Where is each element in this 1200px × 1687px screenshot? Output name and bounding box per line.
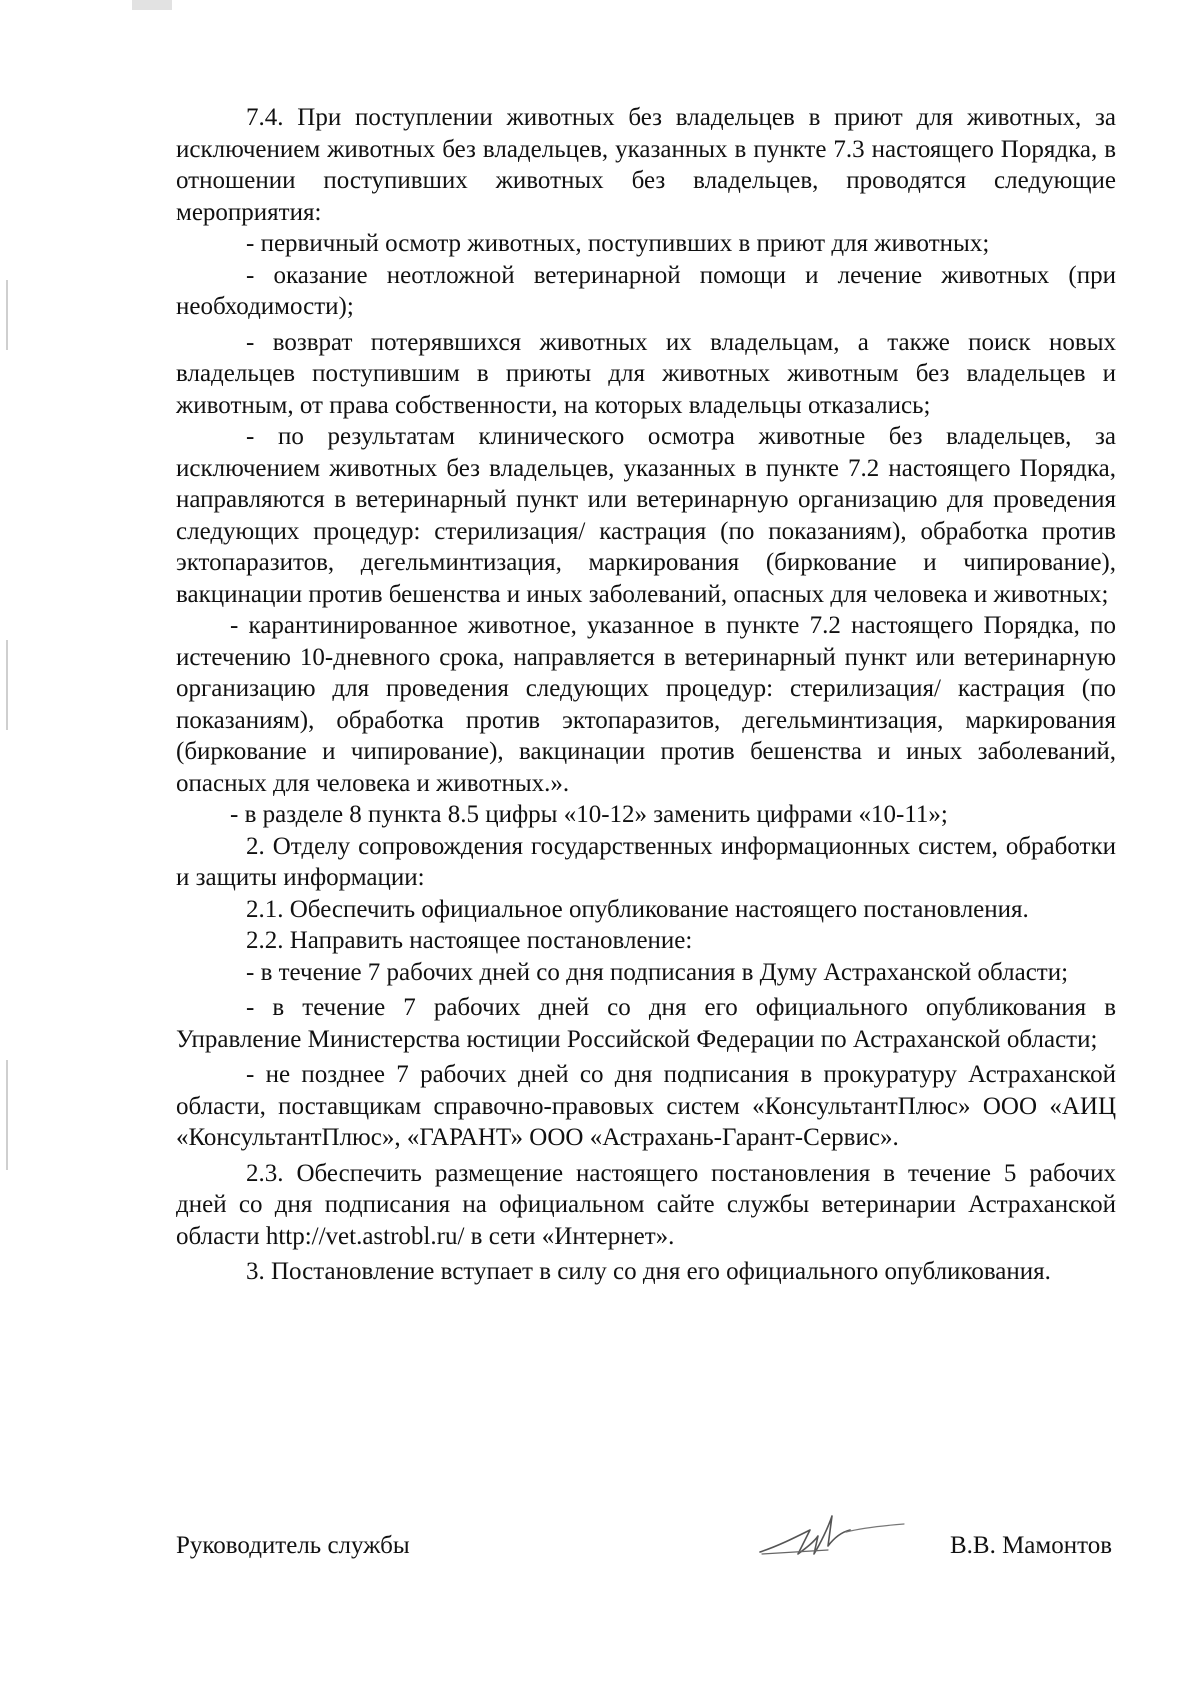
signature-block	[176, 1532, 1112, 1560]
list-item-ministry-of-justice: - в течение 7 рабочих дней со дня его официального опубликования в Управление Министерства юстиции Российской Федерации по Астраханской области;	[176, 994, 1116, 1053]
list-item-primary-exam: - первичный осмотр животных, поступивших в приют для животных;	[246, 230, 990, 257]
list-item-prosecutor: - не позднее 7 рабочих дней со дня подписания в прокуратуру Астраханской области, поставщикам справочно-правовых систем «КонсультантПлюс» ООО «АИЦ «КонсультантПлюс», «ГАРАНТ» ООО «Астрахань-Гарант-Сервис».	[176, 1061, 1116, 1151]
paragraph-2-1: 2.1. Обеспечить официальное опубликование настоящего постановления.	[246, 895, 1029, 923]
scan-edge-mark	[132, 0, 172, 10]
signatory-position: Руководитель службы	[176, 1532, 410, 1559]
list-item-section-8-change: - в разделе 8 пункта 8.5 цифры «10-12» заменить цифрами «10-11»;	[230, 801, 948, 828]
list-item-clinical-exam-results: - по результатам клинического осмотра животные без владельцев, за исключением животных без владельцев, указанных в пункте 7.2 настоящего Порядка, направляются в ветеринарный пункт или ветеринарную организацию для проведения следующих процедур: стерилизация/ кастрация (по показаниям), обработка против эктопаразитов, дегельминтизация, маркирования (биркование и чипирование), вакцинации против бешенства и иных заболеваний, опасных для человека и животных;	[176, 423, 1116, 608]
list-item-return-to-owners: - возврат потерявшихся животных их владельцам, а также поиск новых владельцев поступившим в приюты для животных животным без владельцев и животным, от права собственности, на которых владельцы отказались;	[176, 328, 1116, 419]
paragraph-7-4: 7.4. При поступлении животных без владельцев в приют для животных, за исключением животных без владельцев, указанных в пункте 7.3 настоящего Порядка, в отношении поступивших животных без владельцев, проводятся следующие мероприятия:	[176, 104, 1116, 226]
paragraph-2-2: 2.2. Направить настоящее постановление:	[246, 927, 693, 954]
list-item-duma: - в течение 7 рабочих дней со дня подписания в Думу Астраханской области;	[246, 958, 1069, 986]
scan-edge-mark	[6, 280, 8, 350]
document-body	[176, 102, 1116, 1288]
paragraph-2: 2. Отделу сопровождения государственных информационных систем, обработки и защиты информации:	[176, 832, 1116, 891]
list-item-quarantined-animal: - карантинированное животное, указанное в пункте 7.2 настоящего Порядка, по истечению 10-дневного срока, направляется в ветеринарный пункт или ветеринарную организацию для проведения следующих процедур: стерилизация/ кастрация (по показаниям), обработка против эктопаразитов, дегельминтизация, маркирования (биркование и чипирование), вакцинации против бешенства и иных заболеваний, опасных для человека и животных.».	[176, 612, 1116, 797]
scan-edge-mark	[6, 1060, 8, 1170]
paragraph-2-3: 2.3. Обеспечить размещение настоящего постановления в течение 5 рабочих дней со дня подписания на официальном сайте службы ветеринарии Астраханской области http://vet.astrobl.ru/ в сети «Интернет».	[176, 1159, 1116, 1250]
paragraph-3: 3. Постановление вступает в силу со дня его официального опубликования.	[246, 1258, 1051, 1285]
signatory-name: В.В. Мамонтов	[949, 1532, 1112, 1559]
list-item-emergency-care: - оказание неотложной ветеринарной помощи и лечение животных (при необходимости);	[176, 261, 1116, 320]
scan-edge-mark	[6, 640, 8, 730]
